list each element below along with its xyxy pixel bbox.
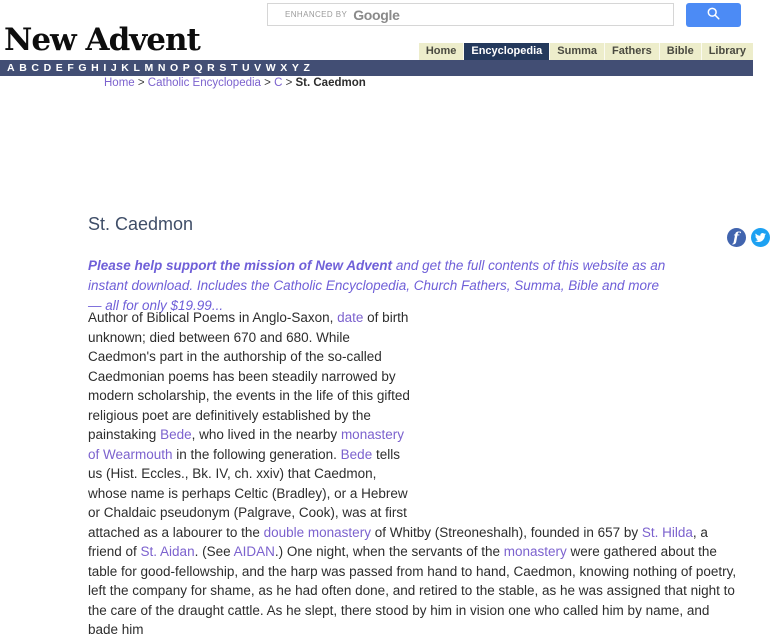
alphabet-letter[interactable]: Y <box>291 62 299 74</box>
text-segment-link[interactable]: double monastery <box>263 524 371 540</box>
search-input[interactable] <box>267 3 674 26</box>
text-segment: tells us (Hist. Eccles., Bk. IV, ch. xxiv) that Caedmon, whose name is perhaps Celtic (Bradley), or a Hebrew or Chaldaic pseudonym (Palgrave, Cook), was at first attached as a labourer to the <box>88 446 408 540</box>
nav-tab[interactable]: Bible <box>659 43 701 60</box>
nav-tab[interactable]: Library <box>701 43 753 60</box>
breadcrumb-segment: St. Caedmon <box>295 77 366 89</box>
text-segment-link[interactable]: monastery <box>503 544 567 559</box>
text-segment: .) One night, when the servants of the <box>274 544 504 559</box>
breadcrumb-segment-link[interactable]: Catholic Encyclopedia <box>147 77 261 89</box>
alphabet-letter[interactable]: E <box>55 62 63 74</box>
alphabet-letter[interactable]: U <box>241 62 250 74</box>
breadcrumb-segment: > <box>134 77 148 89</box>
page-title: St. Caedmon <box>88 214 194 234</box>
alphabet-letter[interactable]: K <box>121 62 129 74</box>
text-segment-link[interactable]: Bede <box>340 446 373 462</box>
text-segment-link[interactable]: St. Hilda <box>641 524 693 540</box>
search-button[interactable] <box>686 3 741 27</box>
alphabet-letter[interactable]: B <box>19 62 27 74</box>
breadcrumb <box>104 77 366 89</box>
social-share <box>727 228 770 247</box>
breadcrumb-segment-link[interactable]: C <box>274 77 283 89</box>
alphabet-letter[interactable]: J <box>110 62 117 74</box>
support-text[interactable]: Please help support the mission of New Advent <box>88 258 393 273</box>
text-segment: . (See <box>194 544 234 559</box>
alphabet-letter[interactable]: I <box>103 62 107 74</box>
text-segment: of birth unknown; died between 670 and 680. While Caedmon's part in the authorship of the so-called Caedmonian poems has been steadily narrowed by modern scholarship, the events in the life of this gifted religious poet are definitively established by the painstaking <box>88 310 410 442</box>
text-segment: , a friend of <box>88 524 708 559</box>
main-nav <box>419 43 753 60</box>
alphabet-letter[interactable]: M <box>144 62 154 74</box>
alphabet-letter[interactable]: V <box>254 62 262 74</box>
nav-tab[interactable]: Fathers <box>604 43 659 60</box>
alphabet-letter[interactable]: N <box>157 62 166 74</box>
image-placeholder <box>410 308 742 521</box>
support-text[interactable]: and get the full contents of this website as an instant download. Includes the Catholic Encyclopedia, Church Fathers, Summa, Bible and more — all for only $19.99... <box>88 258 666 313</box>
text-segment: were gathered about the table for good-fellowship, and the harp was passed from hand to hand, Caedmon, knowing nothing of poetry, left the company for shame, as he had often done, and retired to the stable, as he was assigned that night to the care of the draught cattle. As he slept, there stood by him in vision one who called him by name, and bade him <box>88 544 737 637</box>
breadcrumb-segment: > <box>260 77 275 89</box>
text-segment-link[interactable]: St. Aidan <box>140 544 195 559</box>
alphabet-letter[interactable]: X <box>280 62 288 74</box>
enhanced-by-label: ENHANCED BY <box>285 10 348 19</box>
alphabet-letter[interactable]: G <box>78 62 87 74</box>
alphabet-letter[interactable]: D <box>43 62 52 74</box>
text-segment-link[interactable]: monastery of Wearmouth <box>88 427 404 462</box>
twitter-icon[interactable] <box>751 228 770 247</box>
text-segment: , who lived in the nearby <box>191 427 341 442</box>
alphabet-letter[interactable]: L <box>133 62 140 74</box>
magnifier-icon <box>706 6 721 24</box>
alphabet-bar <box>0 60 753 76</box>
nav-tab[interactable]: Summa <box>549 43 604 60</box>
breadcrumb-segment: > <box>282 77 296 89</box>
facebook-f-glyph: f <box>732 229 740 246</box>
alphabet-letter[interactable]: O <box>170 62 179 74</box>
facebook-icon[interactable] <box>727 228 746 247</box>
text-segment-link[interactable]: Bede <box>160 427 192 442</box>
breadcrumb-segment-link[interactable]: Home <box>104 77 135 89</box>
alphabet-letter[interactable]: Z <box>303 62 310 74</box>
site-logo[interactable]: New Advent <box>4 22 200 58</box>
google-logo: Google <box>353 6 400 23</box>
alphabet-letter[interactable]: H <box>91 62 99 74</box>
text-segment: in the following generation. <box>172 446 341 462</box>
nav-tab[interactable]: Encyclopedia <box>463 43 549 60</box>
alphabet-letter[interactable]: A <box>7 62 15 74</box>
text-segment: Author of Biblical Poems in Anglo-Saxon, <box>88 310 338 325</box>
google-branding <box>285 7 400 23</box>
alphabet-letter[interactable]: W <box>265 62 276 74</box>
article-body <box>88 308 742 640</box>
alphabet-letter[interactable]: S <box>219 62 227 74</box>
text-segment: of Whitby (Streoneshalh), founded in 657 by <box>370 524 642 540</box>
alphabet-letter[interactable]: F <box>67 62 74 74</box>
alphabet-letter[interactable]: T <box>230 62 238 74</box>
alphabet-letter[interactable]: P <box>182 62 190 74</box>
alphabet-letter[interactable]: R <box>207 62 215 74</box>
support-blurb[interactable] <box>88 256 666 316</box>
alphabet-letter[interactable]: Q <box>194 62 203 74</box>
text-segment-link[interactable]: AIDAN <box>233 544 275 559</box>
alphabet-letter[interactable]: C <box>31 62 39 74</box>
nav-tab[interactable]: Home <box>419 43 464 60</box>
text-segment-link[interactable]: date <box>337 310 364 325</box>
